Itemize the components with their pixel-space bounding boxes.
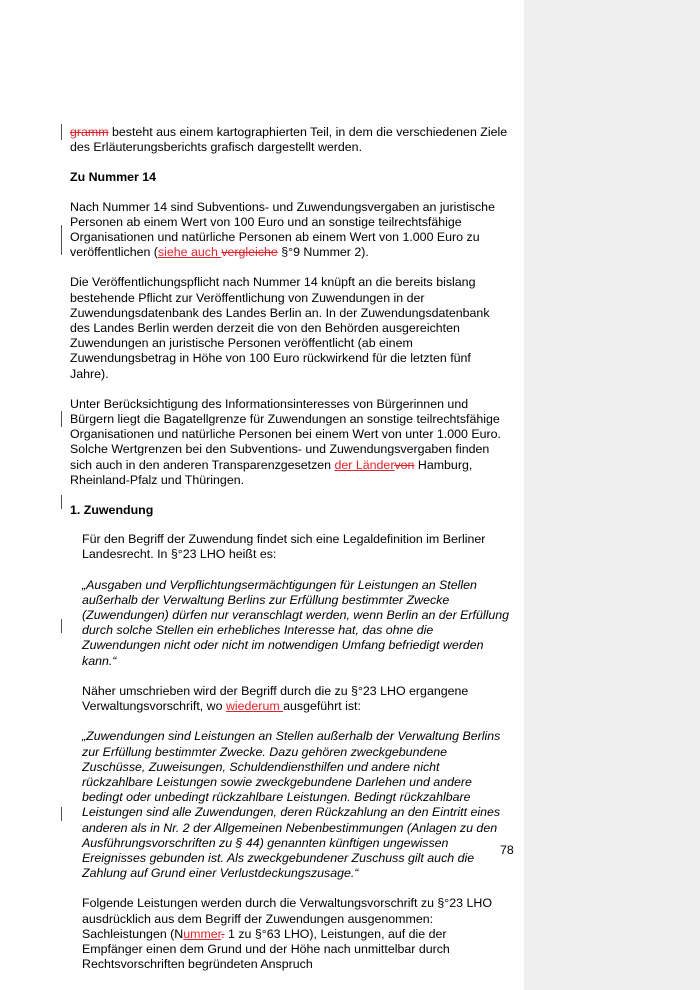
- paragraph-intro: gramm besteht aus einem kartographierten Teil, in dem die verschiedenen Ziele des Erläuterungsberichts grafisch dargestellt werden.: [70, 125, 508, 155]
- paragraph-threshold: Unter Berücksichtigung des Informationsinteresses von Bürgerinnen und Bürgern liegt die Bagatellgrenze für Zuwendungen an sonstige teilrechtsfähige Organisationen und natürliche Personen bei einem Wert von unter 1.000 Euro. Solche Wertgrenzen bei den Subventions- und Zuwendungsvergaben finden sich auch in den anderen Transparenzgesetzen der Ländervon Hamburg, Rheinland-Pfalz und Thüringen.: [70, 396, 501, 487]
- comment-pane: [524, 0, 700, 990]
- change-bar: [61, 124, 62, 140]
- quote-lho-23: „Ausgaben und Verpflichtungsermächtigungen für Leistungen an Stellen außerhalb der Verwaltung Berlins zur Erfüllung bestimmter Zwecke (Zuwendungen) dürfen nur veranschlagt werden, wenn Berlin an der Erfüllung durch solche Stellen ein erhebliches Interesse hat, das ohne die Zuwendungen nicht oder nicht im notwendigen Umfang befriedigt werden kann.“: [82, 577, 510, 668]
- paragraph-admin-rule: Näher umschrieben wird der Begriff durch die zu §°23 LHO ergangene Verwaltungsvorschrift, wo wiederum ausgeführt ist:: [82, 683, 469, 714]
- deleted-text: vergleiche: [221, 245, 278, 260]
- page-number: 78: [500, 843, 514, 857]
- change-bar: [61, 619, 62, 633]
- inserted-text: der Länder: [334, 457, 395, 472]
- document-page: [70, 125, 510, 987]
- change-bar: [61, 225, 62, 255]
- quote-admin-rule: „Zuwendungen sind Leistungen an Stellen außerhalb der Verwaltung Berlins zur Erfüllung bestimmter Zwecke. Dazu gehören zweckgebundene Zuschüsse, Zuweisungen, Schuldendiensthilfen und andere nicht rückzahlbare Leistungen sowie zweckgebundene Darlehen und andere bedingt oder unbedingt rückzahlbare Leistungen. Bedingt rückzahlbare Leistungen sind alle Zuwendungen, deren Rückzahlung an den Eintritt eines anderen als in Nr. 2 der Allgemeinen Nebenbestimmungen (Anlagen zu den Ausführungsvorschriften zu § 44) genannten künftigen ungewissen Ereignisses gebunden ist. Als zweckgebundener Zuschuss gilt auch die Zahlung auf Grund einer Verlustdeckungszusage.“: [82, 729, 501, 881]
- paragraph-definition: Für den Begriff der Zuwendung findet sich eine Legaldefinition im Berliner Landesrecht. In §°23 LHO heißt es:: [82, 532, 486, 562]
- change-bar: [61, 411, 62, 427]
- inserted-text: siehe auch: [157, 245, 222, 260]
- paragraph-publication-duty: Die Veröffentlichungspflicht nach Nummer 14 knüpft an die bereits bislang bestehende Pflicht zur Veröffentlichung von Zuwendungen in der Zuwendungsdatenbank des Landes Berlin an. In der Zuwendungsdatenbank des Landes Berlin werden derzeit die von den Behörden ausgereichten Zuwendungen an juristische Personen veröffentlicht (ab einem Zuwendungsbetrag in Höhe von 100 Euro rückwirkend für die letzten fünf Jahre).: [70, 275, 490, 381]
- deleted-text: gramm: [70, 125, 109, 139]
- change-bar: [61, 495, 62, 509]
- paragraph-exclusions: Folgende Leistungen werden durch die Verwaltungsvorschrift zu §°23 LHO ausdrücklich aus dem Begriff der Zuwendungen ausgenommen: Sachleistungen (Nummer. 1 zu §°63 LHO), Leistungen, auf die der Empfänger einen dem Grund und der Höhe nach unmittelbar durch Rechtsvorschriften begründeten Anspruch: [82, 896, 492, 972]
- deleted-text: von: [394, 457, 415, 472]
- heading-zuwendung: 1. Zuwendung: [70, 503, 154, 518]
- inserted-text: ummer: [183, 926, 222, 941]
- change-bar: [61, 807, 62, 821]
- paragraph-nr14: Nach Nummer 14 sind Subventions- und Zuwendungsvergaben an juristische Personen ab einem Wert von 100 Euro und an sonstige teilrechtsfähige Organisationen und natürliche Personen ab einem Wert von 1.000 Euro zu veröffentlichen (siehe auch vergleiche §°9 Nummer 2).: [70, 199, 495, 260]
- deleted-text: .: [221, 926, 225, 941]
- heading-nummer-14: Zu Nummer 14: [70, 170, 157, 185]
- inserted-text: wiederum: [225, 699, 284, 714]
- indented-section: [70, 532, 510, 972]
